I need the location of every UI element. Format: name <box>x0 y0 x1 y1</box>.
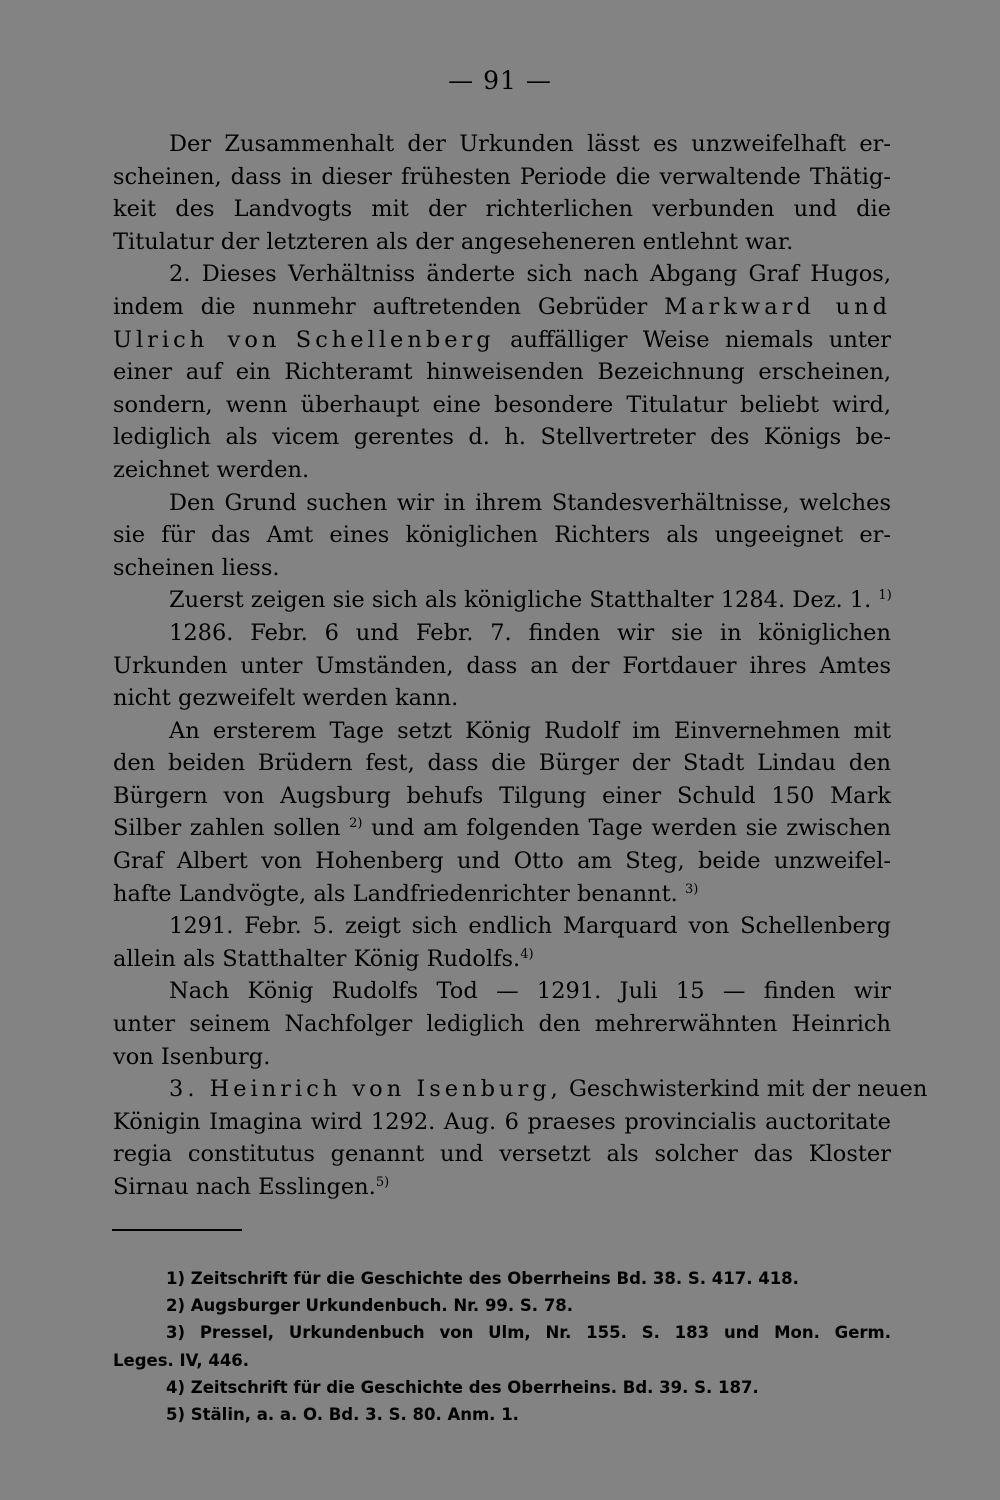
footnotes <box>113 1265 891 1428</box>
spaced-name: Ulrich von <box>113 326 281 353</box>
text-line: Bürgern von Augsburg behufs Tilgung einer Schuld 150 Mark <box>113 782 891 809</box>
text-line: Nach König Rudolfs Tod — 1291. Juli 15 — finden wir <box>169 978 891 1005</box>
footnote-ref: 4) <box>520 946 534 962</box>
text-run: Sirnau nach Esslingen. <box>113 1174 376 1200</box>
text-run: und am folgenden Tage werden sie zwischen <box>371 815 891 842</box>
text-line: 2. Dieses Verhältniss änderte sich nach Abgang Graf Hugos, <box>169 261 891 288</box>
text-line <box>113 291 891 324</box>
footnote: 1) Zeitschrift für die Geschichte des Oberrheins Bd. 38. S. 417. 418. <box>166 1269 799 1288</box>
text-line: Den Grund suchen wir in ihrem Standesverhältnisse, welches <box>169 489 891 516</box>
text-line: den beiden Brüdern fest, dass die Bürger der Stadt Lindau den <box>113 750 891 777</box>
spaced-name: Markward und <box>664 293 892 320</box>
footnote-ref: 1) <box>878 588 892 604</box>
page-number: — 91 — <box>448 66 552 95</box>
text-run: Silber zahlen sollen <box>113 815 341 842</box>
text-line: 1286. Febr. 6 und Febr. 7. finden wir sie in königlichen <box>169 619 891 646</box>
text-run: allein als Statthalter König Rudolfs. <box>113 945 521 972</box>
text-line: Graf Albert von Hohenberg und Otto am Steg, beide unzweifel- <box>113 848 891 875</box>
footnote-divider <box>112 1229 242 1231</box>
footnote: 5) Stälin, a. a. O. Bd. 3. S. 80. Anm. 1. <box>166 1404 519 1424</box>
text-line: 1291. Febr. 5. zeigt sich endlich Marquard von Schellenberg <box>169 913 891 940</box>
body-text <box>113 128 928 1204</box>
footnote-ref: 2) <box>349 816 363 832</box>
text-line <box>113 1171 891 1204</box>
footnote-ref: 5) <box>375 1175 390 1190</box>
text-line: von Isenburg. <box>113 1043 271 1070</box>
footnote: 3) Pressel, Urkundenbuch von Ulm, Nr. 155. S. 183 und Mon. Germ. <box>166 1323 891 1343</box>
section-heading: 3. Heinrich von Isenburg, <box>169 1076 562 1103</box>
text-run: Zuerst zeigen sie sich als königliche Statthalter 1284. Dez. 1. <box>169 587 872 614</box>
text-line <box>113 584 891 617</box>
text-line: Titulatur der letzteren als der angeseheneren entlehnt war. <box>113 228 794 255</box>
text-line: scheinen liess. <box>113 554 280 581</box>
text-line: unter seinem Nachfolger lediglich den mehrerwähnten Heinrich <box>113 1011 891 1038</box>
text-line: scheinen, dass in dieser frühesten Periode die verwaltende Thätig- <box>113 163 891 190</box>
text-line: keit des Landvogts mit der richterlichen verbunden und die <box>113 196 891 223</box>
text-line: An ersterem Tage setzt König Rudolf im Einvernehmen mit <box>169 717 891 744</box>
text-line: Der Zusammenhalt der Urkunden lässt es unzweifelhaft er- <box>169 131 891 157</box>
footnote: 2) Augsburger Urkundenbuch. Nr. 99. S. 78. <box>166 1296 574 1316</box>
text-line <box>113 324 891 357</box>
text-run: hafte Landvögte, als Landfriedenrichter benannt. <box>113 880 678 907</box>
spaced-name: Schellenberg <box>295 326 495 353</box>
text-run: Ulrich von Schellenberg auffälliger Weise niemals unter <box>113 326 891 353</box>
text-line: lediglich als vicem gerentes d. h. Stellvertreter des Königs be- <box>113 424 891 451</box>
text-line: regia constitutus genannt und versetzt als solcher das Kloster <box>113 1141 891 1168</box>
footnote: Leges. IV, 446. <box>113 1350 250 1370</box>
text-line: einer auf ein Richteramt hinweisenden Bezeichnung erscheinen, <box>113 359 891 386</box>
text-line: sie für das Amt eines königlichen Richters als ungeeignet er- <box>113 522 891 549</box>
text-line <box>113 1073 928 1106</box>
footnote-ref: 3) <box>684 881 699 897</box>
text-run: Geschwisterkind mit der neuen <box>568 1076 928 1103</box>
text-run: indem die nunmehr auftretenden Gebrüder Markward und <box>113 293 892 320</box>
text-line: sondern, wenn überhaupt eine besondere Titulatur beliebt wird, <box>113 391 891 418</box>
footnote: 4) Zeitschrift für die Geschichte des Oberrheins. Bd. 39. S. 187. <box>166 1377 759 1397</box>
text-line: Königin Imagina wird 1292. Aug. 6 praeses provincialis auctoritate <box>113 1108 891 1135</box>
text-line <box>113 943 891 976</box>
text-line: zeichnet werden. <box>113 456 310 483</box>
text-line: Urkunden unter Umständen, dass an der Fortdauer ihres Amtes <box>113 652 891 679</box>
text-line <box>113 878 891 911</box>
text-line <box>113 812 891 845</box>
text-line: nicht gezweifelt werden kann. <box>113 685 459 712</box>
